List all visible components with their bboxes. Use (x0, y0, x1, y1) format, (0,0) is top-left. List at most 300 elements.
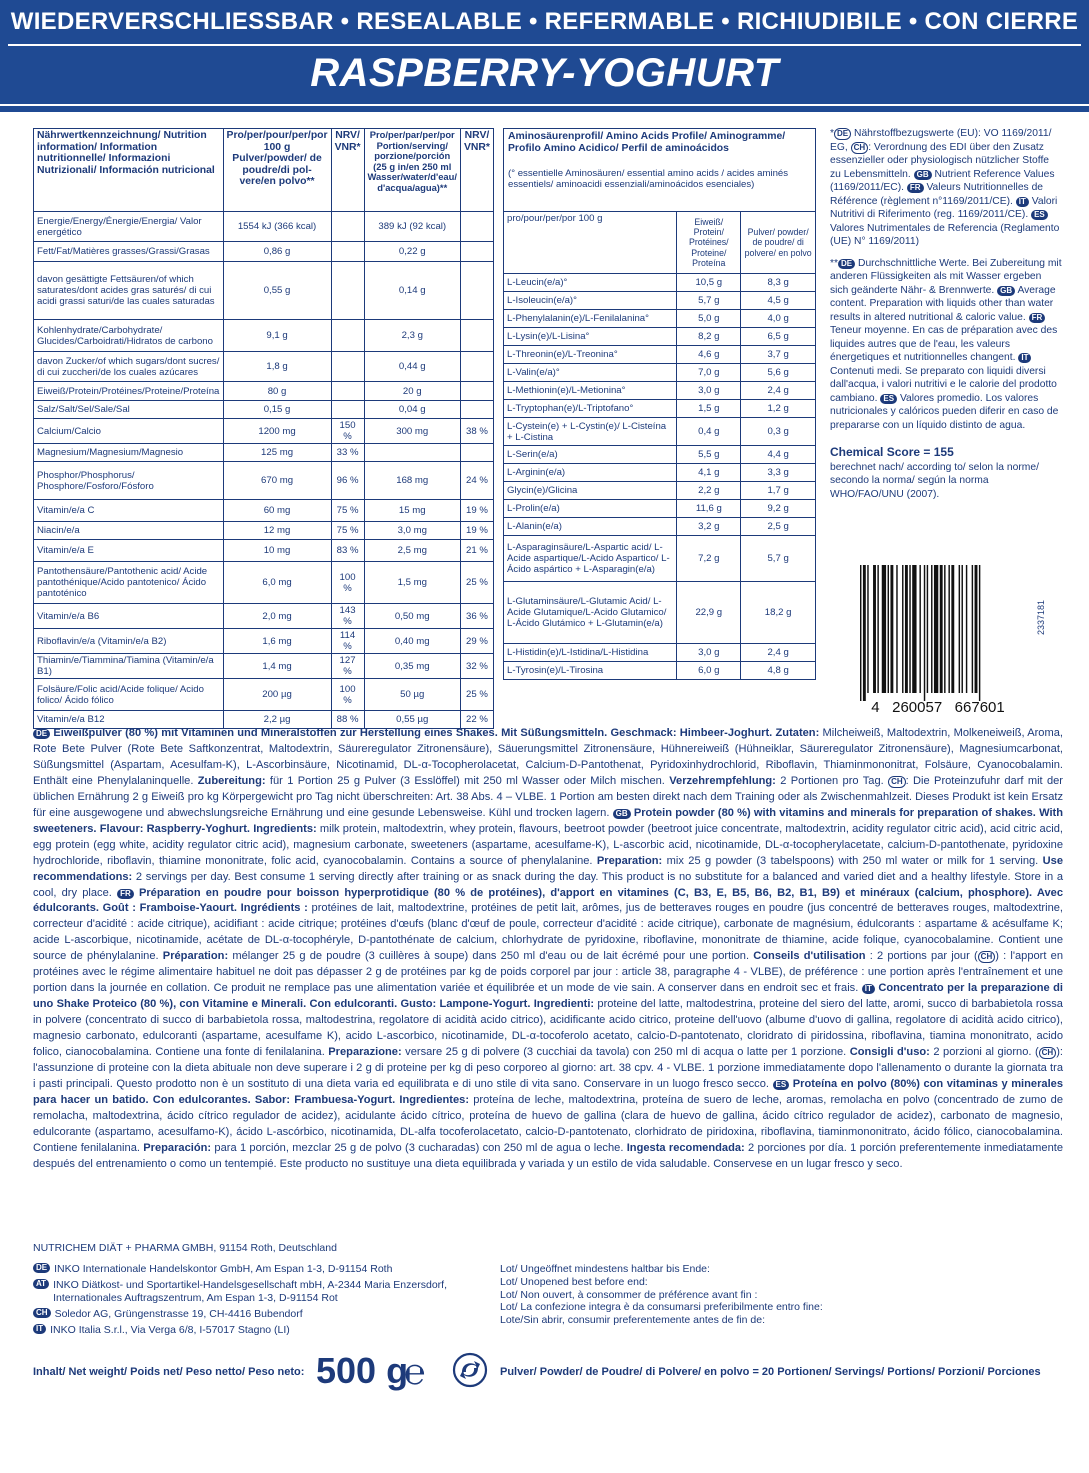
nutrition-cell-v100: 60 mg (223, 500, 331, 522)
nutrition-cell-nrv2 (460, 401, 493, 419)
ingredients-fr-title: Préparation en poudre pour boisson hyperprotidique (80 % de protéines), d'apport en vitamines (C, B3, E, B5, B6, B2, B1, B9) et minéraux (calcium, phosphore). Avec édulcorants. Goût : Framboise-Yaourt. Ingrédients : (33, 886, 1063, 915)
barcode-bar (972, 565, 973, 693)
amino-cell-pw: 1,7 g (741, 482, 816, 500)
nutrition-cell-nrv2 (460, 382, 493, 401)
amino-cell-pw: 3,7 g (741, 346, 816, 364)
amino-cell-pw: 2,4 g (741, 644, 816, 662)
barcode-bar (979, 565, 980, 701)
amino-cell-pw: 6,5 g (741, 328, 816, 346)
country-code-fr: FR (1029, 313, 1046, 323)
amino-row (504, 310, 816, 328)
amino-cell-pw: 4,4 g (741, 446, 816, 464)
barcode-bar (966, 565, 967, 693)
nutrition-cell-v100: 0,86 g (223, 242, 331, 262)
nutrition-cell-v100: 0,15 g (223, 401, 331, 419)
nutrition-row (34, 401, 494, 419)
ingredients-fr-rec-label: Conseils d'utilisation (749, 950, 866, 963)
nutrition-cell-vserv: 0,50 mg (364, 604, 460, 629)
amino-cell-label: L-Methionin(e)/L-Metionina° (504, 382, 677, 400)
country-code-gb: GB (997, 286, 1015, 296)
nutrition-cell-nrv2: 25 % (460, 562, 493, 604)
nutrition-cell-v100: 670 mg (223, 462, 331, 500)
nutrition-cell-label: Kohlenhydrate/Carbohydrate/ Glucides/Carboidrati/Hidratos de carbono (34, 320, 224, 352)
nutrition-cell-nrv: 33 % (331, 444, 364, 462)
barcode-digits: 4 260057 667601 (871, 699, 1005, 715)
barcode-bar (873, 565, 876, 693)
nutrition-cell-nrv: 100 % (331, 562, 364, 604)
amino-cell-label: L-Cystein(e) + L-Cystin(e)/ L-Cisteína + L-Cistina (504, 418, 677, 446)
amino-cell-pw: 3,3 g (741, 464, 816, 482)
country-code-fr: FR (117, 889, 134, 899)
nutrition-row (34, 320, 494, 352)
nutrition-cell-vserv: 0,44 g (364, 352, 460, 382)
footnote-average-de: Durchschnittliche Werte. Bei Zubereitung mit anderen Flüssigkeiten als mit Wasser ergeben sich geänderte Nähr- & Brennwerte. (830, 257, 1062, 296)
footnote-double-star: ** (830, 257, 839, 269)
nutrition-row (34, 604, 494, 629)
nutrition-header-per100: Pro/per/pour/per/por 100 g Pulver/powder/ de poudre/di pol-vere/en polvo** (223, 129, 331, 212)
nutrition-cell-nrv: 96 % (331, 462, 364, 500)
amino-cell-pw: 4,0 g (741, 310, 816, 328)
nutrition-row (34, 382, 494, 401)
nutrition-cell-label: Energie/Energy/Énergie/Energia/ Valor energético (34, 212, 224, 242)
portions-text: Pulver/ Powder/ de Poudre/ di Polvere/ en polvo = 20 Portionen/ Servings/ Portions/ Porzioni/ Porciones (500, 1366, 1041, 1378)
nutrition-cell-nrv2: 36 % (460, 604, 493, 629)
nutrition-cell-nrv2: 21 % (460, 540, 493, 562)
ingredients-fr-list: protéines de lait, maltodextrine, protéines de petit lait, arômes, jus de betteraves rouges en poudre (jus concentré de betteraves rouges, maltodextrine, correcteur d'acidité : acide citrique), acidifiant : acide citrique; protéines d'œufs (blanc d'œuf de poule, correcteur d'acidité : acide citrique), carbonate de magnésium, édulcorants : aspartame & acésulfame K; acide L-ascorbique, nicotinamide, acétate de DL-α-tocophéryle, D-pantothénate de calcium, chlorhydrate de pyridoxine, riboflavine, mononitrate de thiamine, acide folique, cyanocobalamine. Contient une source de phénylalanine. (33, 902, 1063, 963)
nutrition-row (34, 352, 494, 382)
amino-cell-p: 10,5 g (677, 274, 741, 292)
nutrition-row (34, 679, 494, 711)
barcode-bar (896, 565, 897, 693)
nutrition-cell-nrv (331, 262, 364, 320)
amino-subheader-per: pro/pour/per/por 100 g (504, 212, 677, 274)
country-code-gb: GB (613, 809, 631, 819)
amino-cell-p: 3,0 g (677, 382, 741, 400)
nutrition-row (34, 540, 494, 562)
nutrition-cell-vserv: 300 mg (364, 419, 460, 444)
ingredients-es-rec-label: Ingesta recomendada: (623, 1141, 745, 1154)
country-code-at: AT (33, 1279, 49, 1289)
barcode-bar (927, 565, 928, 693)
ingredients-it-title: Concentrato per la preparazione di uno Shake Proteico (80 %), con Vitamine e Minerali. Con edulcoranti. Gusto: Lampone-Yogurt. Ingredienti: (33, 982, 1063, 1011)
amino-cell-p: 7,2 g (677, 536, 741, 582)
amino-cell-pw: 9,2 g (741, 500, 816, 518)
amino-cell-label: L-Prolin(e/a) (504, 500, 677, 518)
country-code-es: ES (1031, 210, 1048, 220)
nutrition-cell-nrv2: 25 % (460, 679, 493, 711)
nutrition-cell-vserv: 0,55 µg (364, 711, 460, 729)
nutrition-cell-label: davon gesättigte Fettsäuren/of which saturates/dont acides gras saturés/ di cui acidi grassi saturi/de las cuales saturadas (34, 262, 224, 320)
nutrition-cell-label: Vitamin/e/a B6 (34, 604, 224, 629)
banner-bottom-stripe (0, 104, 1089, 112)
nutrition-cell-nrv2: 24 % (460, 462, 493, 500)
amino-row (504, 400, 816, 418)
amino-row (504, 418, 816, 446)
nutrition-cell-nrv2 (460, 320, 493, 352)
amino-cell-pw: 4,8 g (741, 662, 816, 680)
barcode-bar (888, 565, 889, 693)
header-banner (0, 0, 1089, 112)
estimated-sign-icon: ℮ (404, 1351, 426, 1392)
nutrition-cell-vserv: 50 µg (364, 679, 460, 711)
amino-cell-p: 0,4 g (677, 418, 741, 446)
ingredients-de-prep-label: Zubereitung: (193, 774, 266, 787)
nutrition-header-row (34, 129, 494, 212)
amino-cell-p: 8,2 g (677, 328, 741, 346)
chemical-score-text: berechnet nach/ according to/ selon la norme/ secondo la norma/ según la norma WHO/FAO/UNU (2007). (830, 461, 1039, 500)
amino-cell-label: L-Glutaminsäure/L-Glutamic Acid/ L-Acide Glutamique/L-Acido Glutamico/ L-Ácido Glutámico + L-Glutamin(e/a) (504, 582, 677, 644)
barcode-bar (959, 565, 960, 693)
amino-row (504, 482, 816, 500)
distributor-at (33, 1279, 473, 1305)
nutrition-cell-label: Eiweiß/Protein/Protéines/Proteine/Proteína (34, 382, 224, 401)
nutrition-cell-nrv: 83 % (331, 540, 364, 562)
amino-header-note: (° essentielle Aminosäuren/ essential amino acids / acides aminés essentiels/ aminoacidi essenziali/aminoácidos esenciales) (508, 168, 789, 190)
nutrition-cell-vserv: 389 kJ (92 kcal) (364, 212, 460, 242)
nutrition-cell-vserv: 168 mg (364, 462, 460, 500)
ingredients-de-prep: für 1 Portion 25 g Pulver (3 Esslöffel) mit 250 ml Wasser oder Milch mischen. (265, 774, 665, 787)
amino-cell-pw: 8,3 g (741, 274, 816, 292)
nutrition-cell-label: Calcium/Calcio (34, 419, 224, 444)
nutrition-cell-nrv (331, 382, 364, 401)
nutrition-cell-nrv (331, 212, 364, 242)
footnote-average (830, 257, 1062, 433)
lot-es: Lote/Sin abrir, consumir preferentemente antes de fin de: (500, 1314, 765, 1327)
country-code-ch: CH (888, 776, 906, 788)
distributor-at-text: INKO Diätkost- und Sportartikel-Handelsgesellschaft mbH, A-2344 Maria Enzersdorf, Internationales Auftragszentrum, Am Espan 1-3, D-91154 Rot (53, 1279, 447, 1304)
amino-cell-pw: 5,7 g (741, 536, 816, 582)
country-code-it: IT (862, 984, 875, 994)
barcode-bar (951, 565, 954, 693)
nutrition-header-nrv: NRV/ VNR* (331, 129, 364, 212)
nutrition-row (34, 444, 494, 462)
nutrition-cell-v100: 125 mg (223, 444, 331, 462)
ingredients-fr-ch-note: ) : l'apport en protéines avec le régime alimentaire habituel ne doit pas dépasser 2 g de protéines par kg de poids corporel par jour : article 38, paragraphe 4 - VLBE), de préférence : une portion après l'entraînement et une portion dans la journée en collation. Ce produit ne remplace pas une alimentation variée et équilibrée et un mode de vie sain. A conserver dans en endroit sec et frais. (33, 950, 1063, 995)
nutrition-cell-nrv2: 29 % (460, 629, 493, 654)
green-dot-recycle-icon (452, 1352, 488, 1388)
footnote-average-gb: Average content. Preparation with liquids other than water results in altered nutritional & caloric value. (830, 284, 1056, 323)
footnote-nrv-de: Nährstoffbezugswerte (EU): VO 1169/2011/ EG, (830, 128, 1052, 153)
country-code-ch: CH (33, 1308, 51, 1318)
net-weight-value: 500 g (316, 1350, 409, 1391)
nutrition-cell-v100: 1200 mg (223, 419, 331, 444)
amino-acid-table (503, 128, 816, 680)
nutrition-cell-nrv (331, 352, 364, 382)
ingredients-it-list: proteine del latte, maltodestrina, proteine del siero del latte, aromi, succo di barbabietola rossa in polvere (concentrato di succo di barbabietola rossa, maltodestrina, regolatore di acidità acido citrico), acidificante acido citrico, proteine dell'uovo (albume d'uovo di gallina, regolatore di acidità acido citrico), magnesio carbonato, edulcoranti (aspartame, acesulfame K), acido L-ascorbico, nicotinamide, DL-α-tocoferolo acetato, calcio-D-pantotenato, cloridrato di piridossina, riboflavina, tiamina mononitrato, acido folico, cianocobalamina. Contiene una fonte di fenilalanina. (33, 998, 1063, 1059)
nutrition-cell-nrv2 (460, 212, 493, 242)
ingredients-es-rec: 2 porciones por día. 1 porción preferentemente inmediatamente después del entrenamiento o como un tentempié. Este producto no sustituye una dieta equilibrada y variada y un estilo de vida saludable. Conservese en un lugar fresco y seco. (33, 1141, 1063, 1170)
distributor-ch-text: Soledor AG, Grüngenstrasse 19, CH-4416 Bubendorf (54, 1308, 303, 1320)
footnote-nrv-ch: Verordnung des EDI über den Zusatz essenzieller oder physiologisch nützlicher Stoffe zu Lebensmitteln. (830, 141, 1050, 180)
country-code-gb: GB (914, 170, 932, 180)
nutrition-cell-vserv: 0,14 g (364, 262, 460, 320)
nutrition-row (34, 242, 494, 262)
nutrition-header-label: Nährwertkennzeichnung/ Nutrition information/ Information nutritionnelle/ Informazioni Nutrizionali/ Información nutricional (34, 129, 224, 212)
nutrition-cell-label: Magnesium/Magnesium/Magnesio (34, 444, 224, 462)
footnote-nrv-it: Valori Nutritivi di Riferimento (reg. 1169/2011/CE). (830, 195, 1058, 220)
amino-cell-p: 3,2 g (677, 518, 741, 536)
amino-row (504, 536, 816, 582)
ingredients-de-list: Milcheiweiß, Maltodextrin, Molkeneiweiß, Aroma, Rote Bete Pulver (Rote Bete Saftkonzentrat, Maltodextrin, Säureregulator Zitronensäure), Säuerungsmittel Zitronensäure, Hühnereiweiß (Hühneiklar, Säureregulator Zitronensäure), Magnesiumcarbonat, Süßungsmittel (Aspartam, Acesulfam-K), L-Ascorbinsäure, Nicotinamid, DL-α-Tocopherolacetat, Calcium-D-Pantothenat, Pyridoxinhydrochlorid, Riboflavin, Thiaminmononitrat, Folsäure, Cyanocobalamin. Enthält eine Phenylalaninquelle. (33, 727, 1063, 787)
nutrition-row (34, 629, 494, 654)
nutrition-cell-label: Vitamin/e/a E (34, 540, 224, 562)
footnotes (830, 127, 1062, 509)
ingredients-es-list: proteína de leche, maltodextrina, proteína de suero de leche, aromas, remolacha en polvo (concentrado de zumo de remolacha, maltodextrina, ácido cítrico regulador de acidez), acidulante ácido cítrico, proteína de huevo de gallina (clara de huevo de gallina, ácido cítrico regulador de acidez), carbonato de magnesio, edulcorante (aspartamo, acesulfamo-K), ácido L-ascórbico, nicotinamida, DL-alfa tocoferolacetato, calcio-D-pantotenato, clorhidrato de piridoxina, riboflavina, tiaminmononitrato, ácido fólico, cianocobalamina. Contiene fenilalanina. (33, 1093, 1063, 1154)
amino-cell-label: L-Isoleucin(e/a)° (504, 292, 677, 310)
country-code-ch: CH (978, 951, 996, 963)
nutrition-cell-v100: 1,6 mg (223, 629, 331, 654)
nutrition-cell-nrv: 75 % (331, 522, 364, 540)
barcode-bar (860, 565, 861, 701)
nutrition-cell-nrv (331, 320, 364, 352)
ingredients-es-title: Proteína en polvo (80%) con vitaminas y minerales para hacer un batido. Con edulcorantes. Sabor: Frambuesa-Yogurt. Ingredientes: (33, 1077, 1063, 1106)
nutrition-cell-v100: 1554 kJ (366 kcal) (223, 212, 331, 242)
barcode-bar (962, 565, 963, 693)
amino-row (504, 274, 816, 292)
nutrition-cell-nrv: 75 % (331, 500, 364, 522)
nutrition-cell-vserv: 0,35 mg (364, 654, 460, 679)
nutrition-cell-nrv2 (460, 352, 493, 382)
nutrition-row (34, 262, 494, 320)
nutrition-cell-vserv: 0,40 mg (364, 629, 460, 654)
ingredients-fr-prep-label: Préparation: (158, 950, 229, 963)
ingredients-it-rec-label: Consigli d'uso: (846, 1046, 930, 1059)
nutrition-cell-nrv2 (460, 444, 493, 462)
footnote-average-fr: Teneur moyenne. En cas de préparation avec des liquides autres que de l'eau, les valeurs énergetiques et nutritionnelles changent. (830, 325, 1058, 363)
country-code-es: ES (880, 394, 897, 404)
ingredients-gb-list: milk protein, maltodextrin, whey protein, flavours, beetroot powder (beetroot juice concentrate, maltodextrin, acidity regulator citric acid), acid citric acid, egg protein (egg white, acidity regulator citric acid), magnesium carbonate, sweeteners (aspartame, acesulfame-K), L-ascorbic acid, nicotinamide, DL-α-tocopherylacetate, calcium-D-pantothenate, pyridoxine hydrochloride, riboflavin, thiamine mononitrate, folic acid, cyanocobalamin. Contains a source of phenylalanine. (33, 822, 1063, 867)
nutrition-cell-nrv2: 19 % (460, 522, 493, 540)
nutrition-cell-nrv2: 38 % (460, 419, 493, 444)
nutrition-cell-nrv2 (460, 262, 493, 320)
footnote-nrv-fr: Valeurs Nutritionnelles de Référence (règlement n°1169/2011/CE). (830, 182, 1044, 207)
barcode-side-code: 2337181 (1036, 600, 1046, 636)
amino-header-cell (504, 129, 816, 212)
nutrition-cell-v100: 2,2 µg (223, 711, 331, 729)
nutrition-cell-nrv2: 32 % (460, 654, 493, 679)
ingredients-it-rec: 2 porzioni al giorno. ( (929, 1046, 1039, 1059)
barcode-bar (890, 565, 893, 693)
footnote-nrv: * DE Nährstoffbezugswerte (EU): VO 1169/2011/ EG, CH : Verordnung des EDI über den Zusatz essenzieller oder physiologisch nützlicher Stoffe zu Lebensmitteln. GB Nutrient Reference Values (1169/2011/EC). FR Valeurs Nutritionnelles de Référence (règlement n°1169/2011/CE). IT Valori Nutritivi di Riferimento (reg. 1169/2011/CE). ES Valores Nutrimentales de Referencia (Reglamento (UE) N° 1169/2011) (830, 128, 1060, 247)
ingredients-de-rec: 2 Portionen pro Tag. (775, 774, 884, 787)
lot-gb: Lot/ Unopened best before end: (500, 1275, 648, 1288)
distributor-de-text: INKO Internationale Handelskontor GmbH, Am Espan 1-3, D-91154 Roth (54, 1263, 393, 1275)
nutrition-cell-nrv2: 22 % (460, 711, 493, 729)
amino-cell-p: 4,6 g (677, 346, 741, 364)
distributor-it-text: INKO Italia S.r.l., Via Verga 6/8, I-57017 Stagno (LI) (50, 1324, 290, 1336)
country-code-de: DE (33, 1263, 50, 1273)
ingredients-it-prep: versare 25 g di polvere (3 cucchiai da tavola) con 250 ml di acqua o latte per 1 porzione. (401, 1046, 847, 1059)
footnote-average-es: Valores promedio. Los valores nutricionales y calóricos pueden diferir en caso de prepararse con un líquido distinto de agua. (830, 392, 1059, 431)
amino-cell-p: 2,2 g (677, 482, 741, 500)
ingredients-gb-prep-label: Preparation: (592, 854, 663, 867)
resealable-banner-text: WIEDERVERSCHLIESSBAR • RESEALABLE • REFERMABLE • RICHIUDIBILE • CON CIERRE (10, 8, 1079, 35)
amino-cell-p: 11,6 g (677, 500, 741, 518)
country-code-es: ES (773, 1080, 790, 1090)
nutrition-cell-label: Thiamin/e/Tiammina/Tiamina (Vitamin/e/a B1) (34, 654, 224, 679)
nutrition-cell-nrv: 127 % (331, 654, 364, 679)
ingredients-it-prep-label: Preparazione: (324, 1046, 402, 1059)
nutrition-cell-label: Phosphor/Phosphorus/ Phosphore/Fosforo/Fósforo (34, 462, 224, 500)
nutrition-row (34, 654, 494, 679)
nutrition-cell-nrv2 (460, 242, 493, 262)
nutrition-cell-v100: 10 mg (223, 540, 331, 562)
barcode-bar (877, 565, 878, 693)
nutrition-row (34, 462, 494, 500)
barcode-bar (931, 565, 932, 693)
lot-de: Lot/ Ungeöffnet mindestens haltbar bis Ende: (500, 1263, 710, 1275)
nutrition-row (34, 500, 494, 522)
nutrition-cell-vserv: 1,5 mg (364, 562, 460, 604)
barcode-bar (863, 565, 866, 701)
amino-header-title: Aminosäurenprofil/ Amino Acids Profile/ Aminogramme/ Profilo Amino Acidico/ Perfil de aminoácidos (508, 131, 786, 154)
nutrition-cell-label: Salz/Salt/Sel/Sale/Sal (34, 401, 224, 419)
ingredients-text (33, 726, 1063, 1173)
nutrition-cell-vserv: 2,5 mg (364, 540, 460, 562)
amino-cell-p: 4,1 g (677, 464, 741, 482)
nutrition-cell-nrv: 100 % (331, 679, 364, 711)
footnote-nrv-gb: Nutrient Reference Values (1169/2011/EC). (830, 168, 1055, 193)
nutrition-cell-label: Fett/Fat/Matières grasses/Grassi/Grasas (34, 242, 224, 262)
nutrition-cell-label: davon Zucker/of which sugars/dont sucres/ di cui zuccheri/de los cuales azúcares (34, 352, 224, 382)
amino-cell-pw: 2,4 g (741, 382, 816, 400)
country-code-de: DE (838, 259, 855, 269)
barcode-bar (940, 565, 943, 693)
ingredients-ch-text: : Die Proteinzufuhr darf mit der üblichen Ernährung 2 g Eiweiß pro kg Körpergewicht pro Tag nicht überschreiten: Art. 38 Abs. 4 – VLBE. 1 Portion am besten direkt nach dem Training oder als Zwischenmahlzeit. Dieses Produkt ist kein Ersatz für eine ausgewogene und abwechslungsreiche Ernährung und eine gesunde Lebensweise. Kühl und trocken lagern. (33, 774, 1063, 819)
amino-row (504, 464, 816, 482)
amino-cell-p: 5,0 g (677, 310, 741, 328)
nutrition-row (34, 419, 494, 444)
country-code-ch: CH (851, 142, 869, 154)
ingredients-fr-prep: mélanger 25 g de poudre (3 cuillères à soupe) dans 250 ml d'eau ou de lait écrémé pour une portion. (228, 950, 750, 963)
amino-cell-p: 5,7 g (677, 292, 741, 310)
amino-subheader-powder: Pulver/ powder/ de poudre/ di polvere/ en polvo (741, 212, 816, 274)
amino-row (504, 364, 816, 382)
country-code-de: DE (33, 729, 50, 739)
nutrition-cell-label: Vitamin/e/a C (34, 500, 224, 522)
nutrition-cell-vserv: 20 g (364, 382, 460, 401)
amino-cell-p: 3,0 g (677, 644, 741, 662)
barcode-bar (934, 565, 938, 693)
barcode-bar (948, 565, 949, 693)
barcode-bar (944, 565, 945, 693)
nutrition-cell-vserv (364, 444, 460, 462)
amino-cell-label: L-Lysin(e)/L-Lisina° (504, 328, 677, 346)
nutrition-row (34, 562, 494, 604)
nutrition-cell-vserv: 15 mg (364, 500, 460, 522)
lot-info (500, 1263, 900, 1327)
barcode-bar (909, 565, 910, 693)
amino-row (504, 382, 816, 400)
nutrition-cell-v100: 12 mg (223, 522, 331, 540)
manufacturer: NUTRICHEM DIÄT + PHARMA GMBH, 91154 Roth, Deutschland (33, 1242, 337, 1254)
amino-cell-label: L-Leucin(e/a)° (504, 274, 677, 292)
nutrition-cell-nrv: 150 % (331, 419, 364, 444)
amino-cell-label: L-Asparaginsäure/L-Aspartic acid/ L-Acide aspartique/L-Acido Aspartico/ L-Ácido aspártico + L-Asparagin(e/a) (504, 536, 677, 582)
ingredients-es-prep: para 1 porción, mezclar 25 g de polvo (3 cucharadas) con 250 ml de agua o leche. (211, 1141, 624, 1154)
amino-cell-pw: 4,5 g (741, 292, 816, 310)
distributor-it (33, 1324, 473, 1337)
amino-subheader-row (504, 212, 816, 274)
ingredients-gb-rec-label: Use recommendations: (33, 854, 1063, 883)
footnote-nrv-es: Valores Nutrimentales de Referencia (Reglamento (UE) N° 1169/2011) (830, 222, 1060, 247)
chemical-score-title: Chemical Score = 155 (830, 445, 954, 459)
amino-row (504, 644, 816, 662)
ingredients-es-prep-label: Preparación: (139, 1141, 212, 1154)
ean-barcode (848, 563, 1028, 715)
nutrition-cell-label: Riboflavin/e/a (Vitamin/e/a B2) (34, 629, 224, 654)
ingredients-gb-rec: 2 servings per day. Best consume 1 serving directly after training or as snack during the day. This product is no substitute for a balanced and varied diet and a healthy lifestyle. Store in a cool, dry place. (33, 870, 1063, 899)
distributor-de (33, 1263, 473, 1276)
amino-cell-pw: 0,3 g (741, 418, 816, 446)
amino-cell-pw: 5,6 g (741, 364, 816, 382)
amino-cell-label: L-Valin(e/a)° (504, 364, 677, 382)
amino-cell-label: L-Arginin(e/a) (504, 464, 677, 482)
country-code-de: DE (834, 128, 851, 140)
nutrition-cell-v100: 1,4 mg (223, 654, 331, 679)
nutrition-cell-nrv (331, 401, 364, 419)
nutrition-cell-label: Pantothensäure/Pantothenic acid/ Acide pantothénique/Acido pantotenico/ Ácido pantoténico (34, 562, 224, 604)
amino-cell-pw: 2,5 g (741, 518, 816, 536)
lot-fr: Lot/ Non ouvert, à consommer de préférence avant fin : (500, 1288, 758, 1301)
amino-cell-label: L-Tyrosin(e)/L-Tirosina (504, 662, 677, 680)
nutrition-cell-vserv: 3,0 mg (364, 522, 460, 540)
amino-cell-label: L-Alanin(e/a) (504, 518, 677, 536)
amino-subheader-protein: Eiweiß/ Protein/ Protéines/ Proteine/ Proteína (677, 212, 741, 274)
barcode-bar (924, 565, 925, 701)
nutrition-cell-nrv2: 19 % (460, 500, 493, 522)
amino-cell-label: Glycin(e)/Glicina (504, 482, 677, 500)
ingredients-fr-rec: : 2 portions par jour ( (865, 950, 978, 963)
amino-cell-label: L-Histidin(e)/L-Istidina/L-Histidina (504, 644, 677, 662)
amino-row (504, 662, 816, 680)
barcode-bar (882, 565, 886, 693)
distributor-ch (33, 1308, 473, 1321)
company-info (33, 1242, 473, 1337)
amino-header-row (504, 129, 816, 212)
amino-cell-p: 1,5 g (677, 400, 741, 418)
amino-row (504, 446, 816, 464)
amino-row (504, 292, 816, 310)
nutrition-cell-v100: 80 g (223, 382, 331, 401)
amino-cell-pw: 1,2 g (741, 400, 816, 418)
amino-row (504, 500, 816, 518)
barcode-bar (912, 565, 916, 693)
amino-cell-label: L-Tryptophan(e)/L-Triptofano° (504, 400, 677, 418)
amino-cell-p: 5,5 g (677, 446, 741, 464)
ingredients-it-ch-note: ): l'assunzione di proteine con la dieta abituale non deve superare i 2 g di proteine per kg di peso corporeo al giorno: art. 38 cpv. 4 - VLBE. 1 porzione immediatamente dopo l'allenamento o durante la giornata tra i pasti principali. Questo prodotto non è un sostituto di una dieta varia ed equilibrata e di uno stile di vita sano. Conservare in un luogo fresco secco. (33, 1046, 1063, 1090)
net-weight-label: Inhalt/ Net weight/ Poids net/ Peso netto/ Peso neto: (33, 1366, 305, 1378)
nutrition-cell-v100: 0,55 g (223, 262, 331, 320)
footnote-star: * (830, 128, 835, 139)
amino-cell-label: L-Threonin(e)/L-Treonina° (504, 346, 677, 364)
nutrition-cell-v100: 6,0 mg (223, 562, 331, 604)
footnote-average-it: Contenuti medi. Se preparato con liquidi diversi dall'acqua, i valori nutritivi e le calorie del prodotto cambiano. (830, 365, 1057, 404)
amino-cell-p: 6,0 g (677, 662, 741, 680)
barcode-bars (860, 565, 980, 701)
barcode-bar (919, 565, 920, 693)
ingredients-gb-title: Protein powder (80 %) with vitamins and minerals for preparation of shakes. With sweeteners. Flavour: Raspberry-Yoghurt. Ingredients: (33, 806, 1063, 835)
barcode-bar (902, 565, 903, 693)
nutrition-cell-label: Niacin/e/a (34, 522, 224, 540)
country-code-fr: FR (907, 183, 924, 193)
nutrition-row (34, 522, 494, 540)
amino-row (504, 518, 816, 536)
barcode-bar (905, 565, 908, 693)
ingredients-de-rec-label: Verzehrempfehlung: (664, 774, 776, 787)
lot-it: Lot/ La confezione integra è da consumarsi preferibilmente entro fine: (500, 1301, 823, 1314)
nutrition-cell-vserv: 0,22 g (364, 242, 460, 262)
